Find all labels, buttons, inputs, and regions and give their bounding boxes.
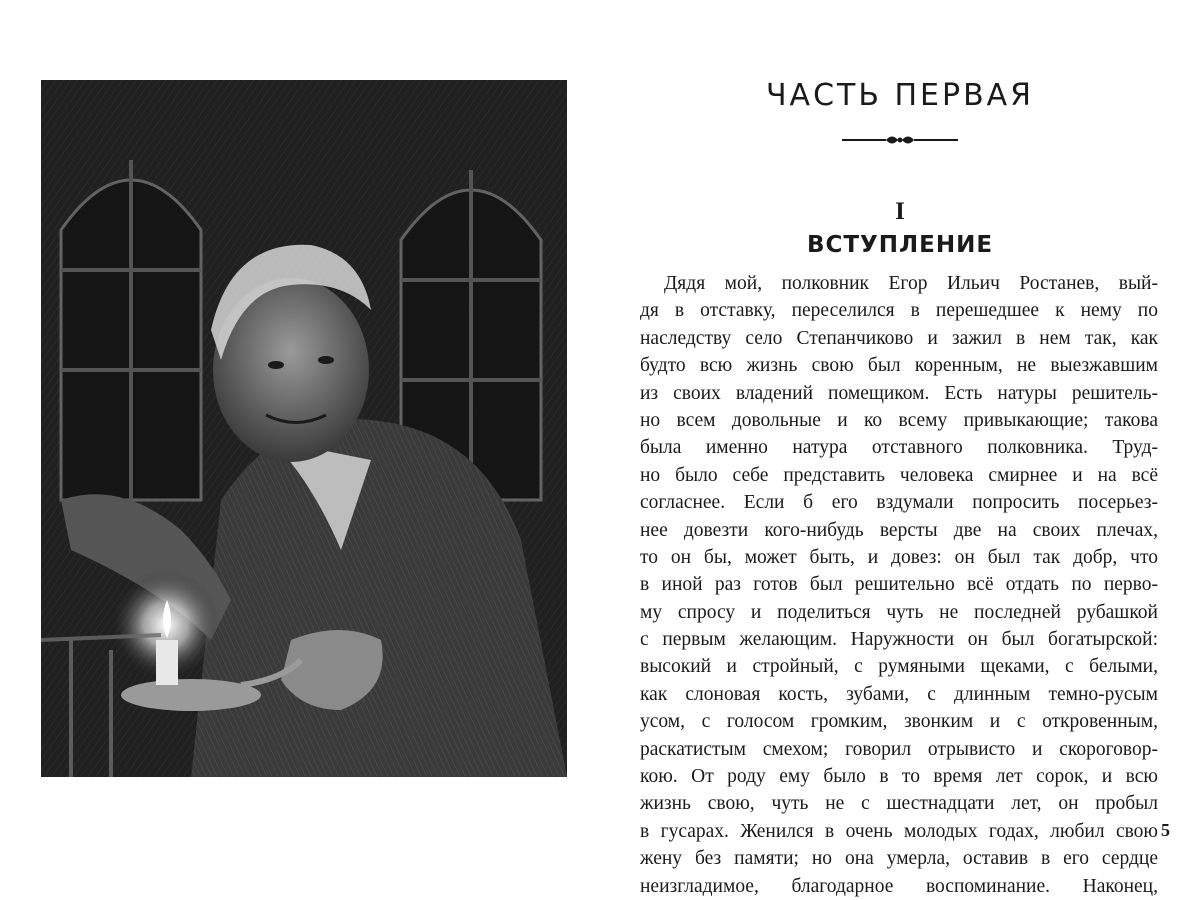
chapter-title: ВСТУПЛЕНИЕ	[806, 232, 994, 258]
text-line: будто всю жизнь свою был коренным, не выезжавшим	[640, 355, 1158, 377]
text-line: в иной раз готов был решительно всё отдать по перво-	[640, 574, 1158, 596]
text-line: с первым желающим. Наружности он был богатырской:	[640, 629, 1158, 651]
text-line: но было себе представить человека смирнее и на всё	[640, 464, 1158, 486]
window-left	[61, 160, 201, 500]
part-title: ЧАСТЬ ПЕРВАЯ	[765, 78, 1035, 113]
body-paragraph	[640, 270, 1158, 900]
text-line: жену без памяти; но она умерла, оставив в его сердце	[640, 848, 1158, 870]
text-line: но всем довольные и ко всему привыкающие; такова	[640, 409, 1158, 431]
ornament-divider-icon	[840, 131, 960, 149]
text-line: высокий и стройный, с румяными щеками, с белыми,	[640, 656, 1158, 678]
text-line: была именно натура отставного полковника. Труд-	[640, 437, 1158, 459]
text-line: в гусарах. Женился в очень молодых годах, любил свою	[640, 820, 1158, 842]
text-line: жизнь свою, чуть не с шестнадцати лет, он пробыл	[640, 793, 1158, 815]
text-line: раскатистым смехом; говорил отрывисто и скороговор-	[640, 738, 1158, 760]
old-man-candle-engraving	[41, 80, 567, 777]
text-line: дя в отставку, переселился в перешедшее к нему по	[640, 300, 1158, 322]
text-line: то он бы, может быть, и довез: он был так добр, что	[640, 546, 1158, 568]
text-line: из своих владений помещиком. Есть натуры решитель-	[640, 382, 1158, 404]
text-line: усом, с голосом громким, звонким и с откровенным,	[640, 711, 1158, 733]
text-line: согласнее. Если б его вздумали попросить посерьез-	[640, 492, 1158, 514]
text-line: Дядя мой, полковник Егор Ильич Ростанев, вый-	[664, 273, 1158, 294]
text-line: наследству село Степанчиково и зажил в нем так, как	[640, 327, 1158, 349]
chapter-number: I	[895, 198, 905, 225]
text-line: му спросу и поделиться чуть не последней рубашкой	[640, 601, 1158, 623]
text-line: нее довезти кого-нибудь версты две на своих плечах,	[640, 519, 1158, 541]
page-number: 5	[1161, 820, 1170, 840]
text-line: неизгладимое, благодарное воспоминание. Наконец,	[640, 875, 1158, 897]
text-page	[640, 0, 1160, 897]
illustration-engraving	[41, 80, 567, 777]
text-line: кою. От роду ему было в то время лет сорок, и всю	[640, 766, 1158, 788]
text-line: как слоновая кость, зубами, с длинным темно-русым	[640, 683, 1158, 705]
